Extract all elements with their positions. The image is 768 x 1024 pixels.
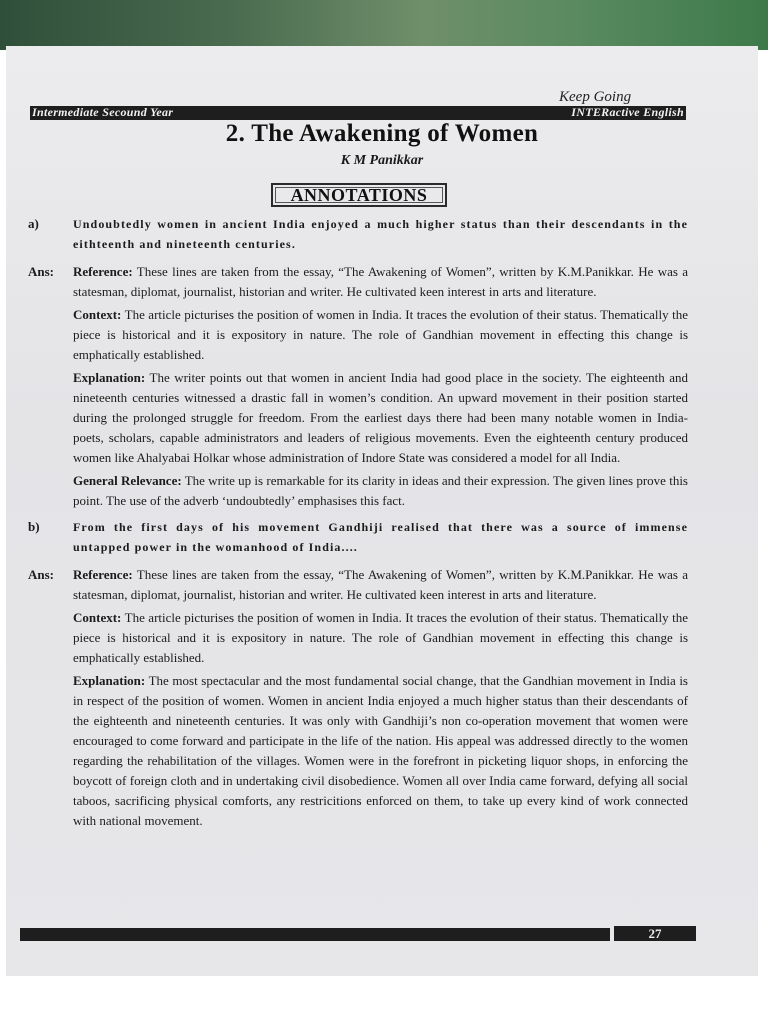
annotation-a: [6, 214, 758, 254]
header-course-label: Intermediate Secound Year: [32, 105, 174, 119]
part-heading: Context:: [73, 307, 122, 322]
part-text: These lines are taken from the essay, “The Awakening of Women”, written by K.M.Panikkar. He was a statesman, diplomat, journalist, historian and writer. He cultivated keen interest in arts and literature.: [73, 567, 688, 602]
answer-context: [73, 608, 688, 668]
part-heading: Reference:: [73, 264, 133, 279]
part-heading: General Relevance:: [73, 473, 182, 488]
part-heading: Explanation:: [73, 370, 146, 385]
part-text: These lines are taken from the essay, “The Awakening of Women”, written by K.M.Panikkar. He was a statesman, diplomat, journalist, historian and writer. He cultivated keen interest in arts and literature.: [73, 264, 688, 299]
part-text: The writer points out that women in ancient India had good place in the society. The eighteenth and nineteenth centuries witnessed a drastic fall in women’s condition. An upward movement in their position started during the prolonged struggle for freedom. From the earliest days there had been many notable women in India- poets, scholars, capable administrators and leaders of religious movements. Even the eighteenth century produced women like Ahalyabai Holkar whose administration of Indore State was considered a model for all India.: [73, 370, 688, 465]
document-page: [6, 46, 758, 976]
annotation-label: b): [28, 519, 40, 534]
answer-label: Ans:: [28, 567, 55, 582]
part-heading: Context:: [73, 610, 122, 625]
answer-label: Ans:: [28, 264, 55, 279]
chapter-title: 2. The Awakening of Women: [225, 120, 539, 147]
annotation-question: Undoubtedly women in ancient India enjoyed a much higher status than their descendants in the eithteenth and nineteenth centuries.: [73, 217, 688, 251]
answer-b: [6, 565, 758, 831]
part-heading: Reference:: [73, 567, 133, 582]
annotation-label: a): [28, 216, 39, 231]
section-heading: ANNOTATIONS: [271, 183, 447, 207]
annotations-content: [6, 214, 758, 831]
background-strip-top: [0, 0, 768, 50]
chapter-author: K M Panikkar: [340, 153, 424, 168]
background-strip-bottom: [0, 975, 768, 1024]
answer-reference: [73, 565, 688, 605]
annotation-b: [6, 517, 758, 557]
part-text: The most spectacular and the most fundamental social change, that the Gandhian movement in India is in respect of the position of women. Women in ancient India enjoyed a much higher status than their descendants of the eighteenth and nineteenth centuries. It was only with Gandhiji’s non co-operation movement that women were encouraged to come forward and participate in the life of the nation. His appeal was addressed directly to the women regarding the rehabilitation of the villages. Women were in the forefront in picketing liquor shops, in enforcing the boycott of foreign cloth and in undertaking civil disobedience. Women all over India came forward, defying all social taboos, sacrificing physical comforts, any restricitions enforced on them, to take up every kind of work connected with national movement.: [73, 673, 688, 828]
part-heading: Explanation:: [73, 673, 146, 688]
answer-general-relevance: [73, 471, 688, 511]
answer-reference: [73, 262, 688, 302]
header-tagline: Keep Going: [559, 89, 632, 105]
footer-bar: [20, 928, 610, 941]
part-text: The write up is remarkable for its clarity in ideas and their expression. The given lines prove this point. The use of the adverb ‘undoubtedly’ emphasises this fact.: [73, 473, 688, 508]
page-number: 27: [614, 926, 696, 941]
header-book-label: INTERactive English: [571, 105, 684, 119]
answer-explanation: [73, 368, 688, 468]
part-text: The article picturises the position of women in India. It traces the evolution of their status. Thematically the piece is historical and it is expository in nature. The role of Gandhian movement in effecting this change is emphatically established.: [73, 610, 688, 665]
part-text: The article picturises the position of women in India. It traces the evolution of their status. Thematically the piece is historical and it is expository in nature. The role of Gandhian movement in effecting this change is emphatically established.: [73, 307, 688, 362]
answer-context: [73, 305, 688, 365]
answer-a: [6, 262, 758, 511]
annotation-question: From the first days of his movement Gandhiji realised that there was a source of immense untapped power in the womanhood of India....: [73, 520, 688, 554]
answer-explanation: [73, 671, 688, 831]
